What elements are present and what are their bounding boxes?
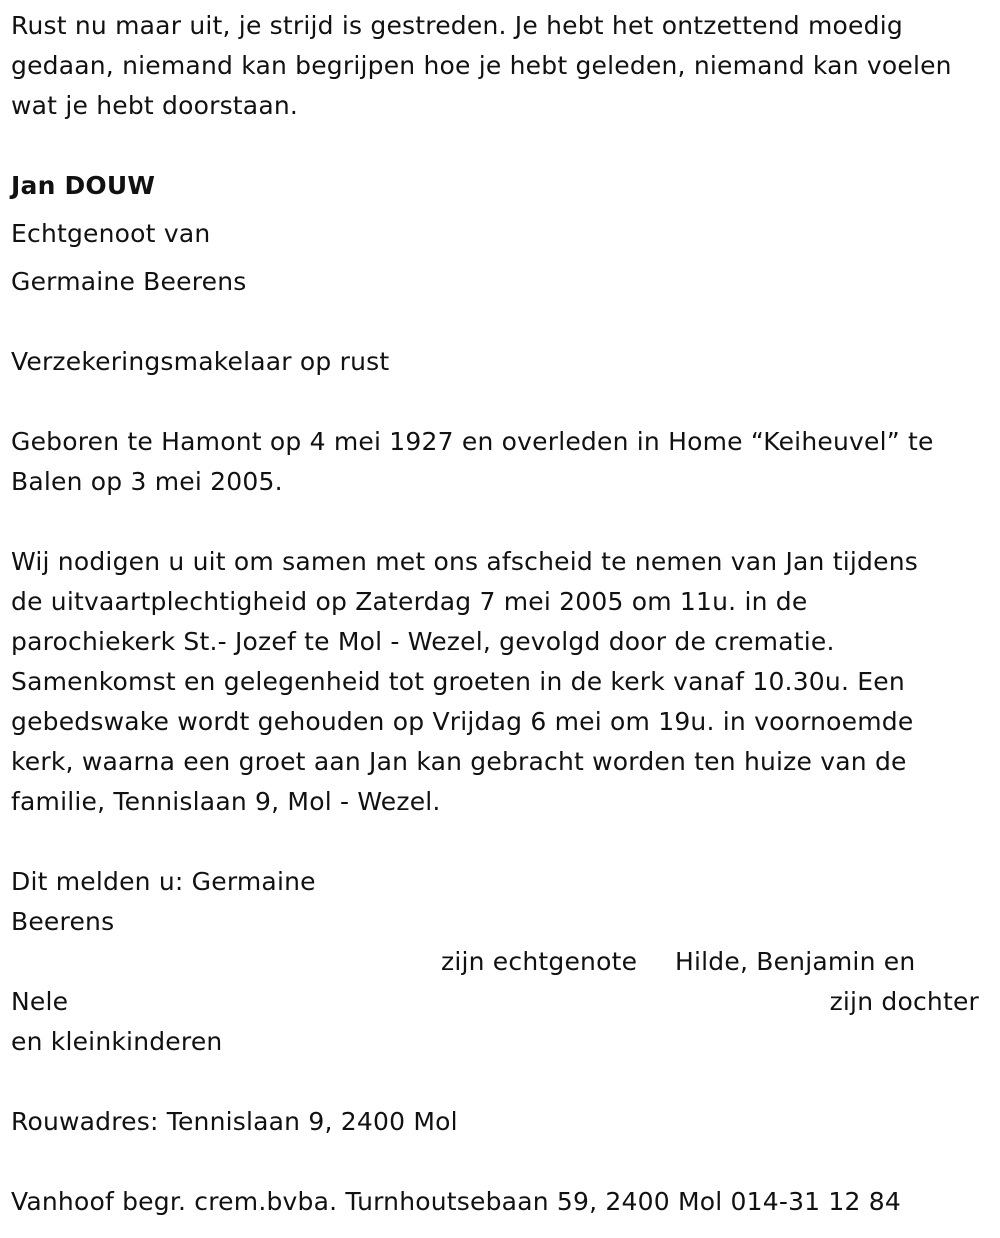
announcers-line: Dit melden u: Germaine (11, 867, 316, 896)
intro-line: gedaan, niemand kan begrijpen hoe je hebt geleden, niemand kan voelen (11, 51, 952, 80)
announcer-names: Hilde, Benjamin en (675, 947, 916, 976)
intro-line: wat je hebt doorstaan. (11, 91, 299, 120)
intro-line: Rust nu maar uit, je strijd is gestreden. Je hebt het ontzettend moedig (11, 11, 903, 40)
relation-label: Echtgenoot van (11, 219, 211, 248)
birth-death-line: Balen op 3 mei 2005. (11, 467, 283, 496)
announcer-role: zijn dochter (829, 987, 979, 1016)
spouse-name: Germaine Beerens (11, 267, 247, 296)
funeral-home: Vanhoof begr. crem.bvba. Turnhoutsebaan 59, 2400 Mol 014-31 12 84 (11, 1187, 902, 1216)
invitation-line: parochiekerk St.- Jozef te Mol - Wezel, gevolgd door de crematie. (11, 627, 835, 656)
invitation-line: gebedswake wordt gehouden op Vrijdag 6 mei om 19u. in voornoemde (11, 707, 914, 736)
occupation: Verzekeringsmakelaar op rust (11, 347, 390, 376)
deceased-name: Jan DOUW (11, 171, 156, 200)
announcer-role: zijn echtgenote (441, 947, 638, 976)
invitation-line: Samenkomst en gelegenheid tot groeten in de kerk vanaf 10.30u. Een (11, 667, 905, 696)
invitation-line: familie, Tennislaan 9, Mol - Wezel. (11, 787, 441, 816)
invitation-line: de uitvaartplechtigheid op Zaterdag 7 mei 2005 om 11u. in de (11, 587, 808, 616)
announcers-line: en kleinkinderen (11, 1027, 223, 1056)
mourning-address: Rouwadres: Tennislaan 9, 2400 Mol (11, 1107, 458, 1136)
announcers-line: Beerens (11, 907, 115, 936)
invitation-line: Wij nodigen u uit om samen met ons afscheid te nemen van Jan tijdens (11, 547, 918, 576)
invitation-line: kerk, waarna een groet aan Jan kan gebracht worden ten huize van de (11, 747, 907, 776)
birth-death-line: Geboren te Hamont op 4 mei 1927 en overleden in Home “Keiheuvel” te (11, 427, 934, 456)
announcer-name: Nele (11, 987, 69, 1016)
